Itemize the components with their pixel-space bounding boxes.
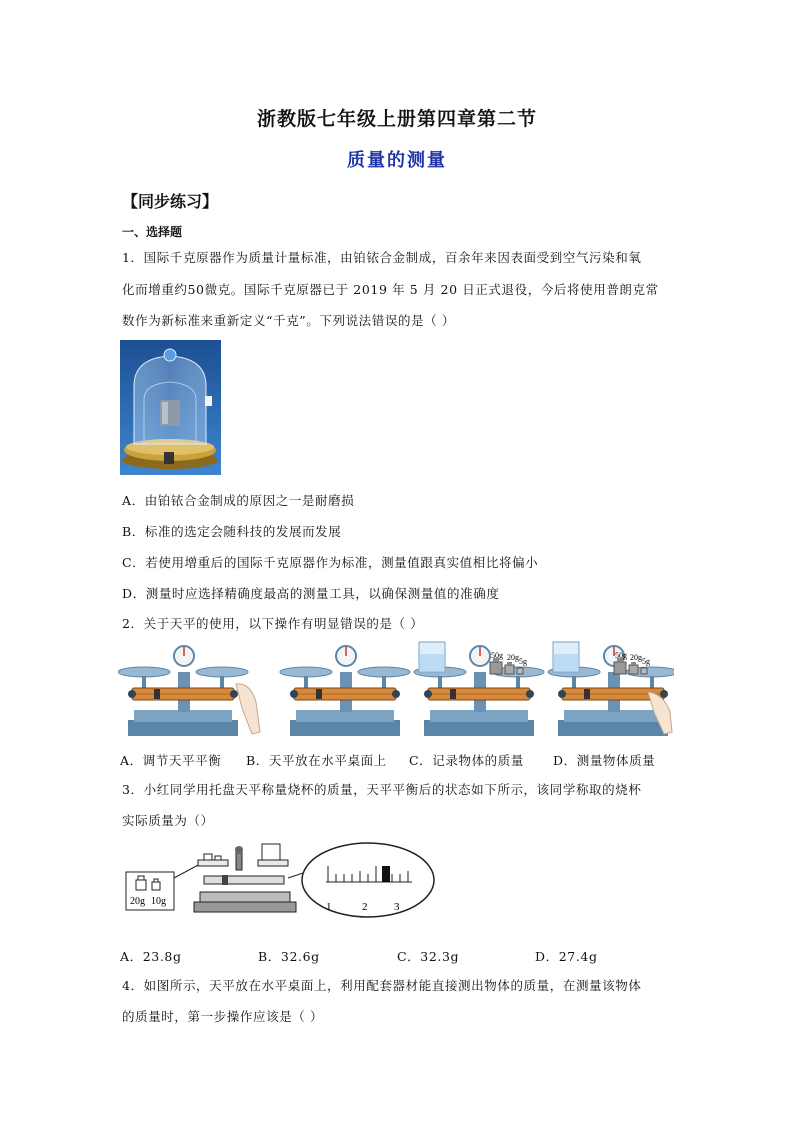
- q1-option-b: B．标准的选定会随科技的发展而发展: [122, 524, 342, 539]
- q1-line-2: 化而增重约50微克。国际千克原器已于 2019 年 5 月 20 日正式退役，今后将使用普朗克常: [122, 282, 659, 297]
- q3-option-b: B．32.6g: [258, 949, 320, 964]
- q3-balance-diagram: [120, 842, 436, 922]
- q1-option-d: D．测量时应选择精确度最高的测量工具，以确保测量值的准确度: [122, 586, 500, 601]
- q3-option-a: A．23.8g: [120, 949, 182, 964]
- q1-option-a: A．由铂铱合金制成的原因之一是耐磨损: [122, 493, 355, 508]
- q2-weights-label-20g-d: 20g: [630, 653, 642, 662]
- page-title: 浙教版七年级上册第四章第二节: [256, 108, 537, 130]
- q2-caption-d: D．测量物体质量: [553, 753, 656, 768]
- q4-line-1: 4．如图所示，天平放在水平桌面上，利用配套器材能直接测出物体的质量，在测量该物体: [122, 978, 642, 993]
- q2-weights-label-5g-d: 5g: [642, 657, 650, 666]
- q2-stem: 2．关于天平的使用，以下操作有明显错误的是（ ）: [122, 616, 424, 631]
- q2-weights-label-50g-d: 50g: [615, 651, 627, 660]
- kilogram-prototype-photo: [120, 340, 221, 475]
- q3-tick-3: 3: [394, 901, 400, 913]
- lesson-subtitle: 质量的测量: [347, 150, 447, 171]
- q2-weights-label-20g: 20g: [507, 653, 519, 662]
- q3-weight-10g: 10g: [151, 896, 166, 907]
- q2-caption-a: A．调节天平平衡: [120, 753, 222, 768]
- q3-line-1: 3．小红同学用托盘天平称量烧杯的质量，天平平衡后的状态如下所示，该同学称取的烧杯: [122, 782, 642, 797]
- q1-option-c: C．若使用增重后的国际千克原器作为标准，测量值跟真实值相比将偏小: [122, 555, 539, 570]
- section-heading: 【同步练习】: [122, 192, 219, 211]
- q4-line-2: 的质量时，第一步操作应该是（ ）: [122, 1009, 324, 1024]
- q2-weights-label-50g: 50g: [491, 651, 503, 660]
- q3-option-c: C．32.3g: [397, 949, 460, 964]
- q1-line-1: 1．国际千克原器作为质量计量标准，由铂铱合金制成，百余年来因表面受到空气污染和氧: [122, 250, 642, 265]
- q3-option-d: D．27.4g: [535, 949, 598, 964]
- q1-line-3: 数作为新标准来重新定义“千克”。下列说法错误的是（ ）: [122, 313, 455, 328]
- q2-caption-b: B．天平放在水平桌面上: [246, 753, 387, 768]
- subsection-heading: 一、选择题: [122, 225, 183, 239]
- balance-illustrations: [118, 640, 674, 740]
- q2-caption-c: C．记录物体的质量: [409, 753, 524, 768]
- q2-weights-label-5g: 5g: [519, 657, 527, 666]
- q3-weight-20g: 20g: [130, 896, 145, 907]
- q3-tick-1: 1: [326, 901, 332, 913]
- q3-tick-2: 2: [362, 901, 368, 913]
- q3-line-2: 实际质量为（）: [122, 813, 214, 828]
